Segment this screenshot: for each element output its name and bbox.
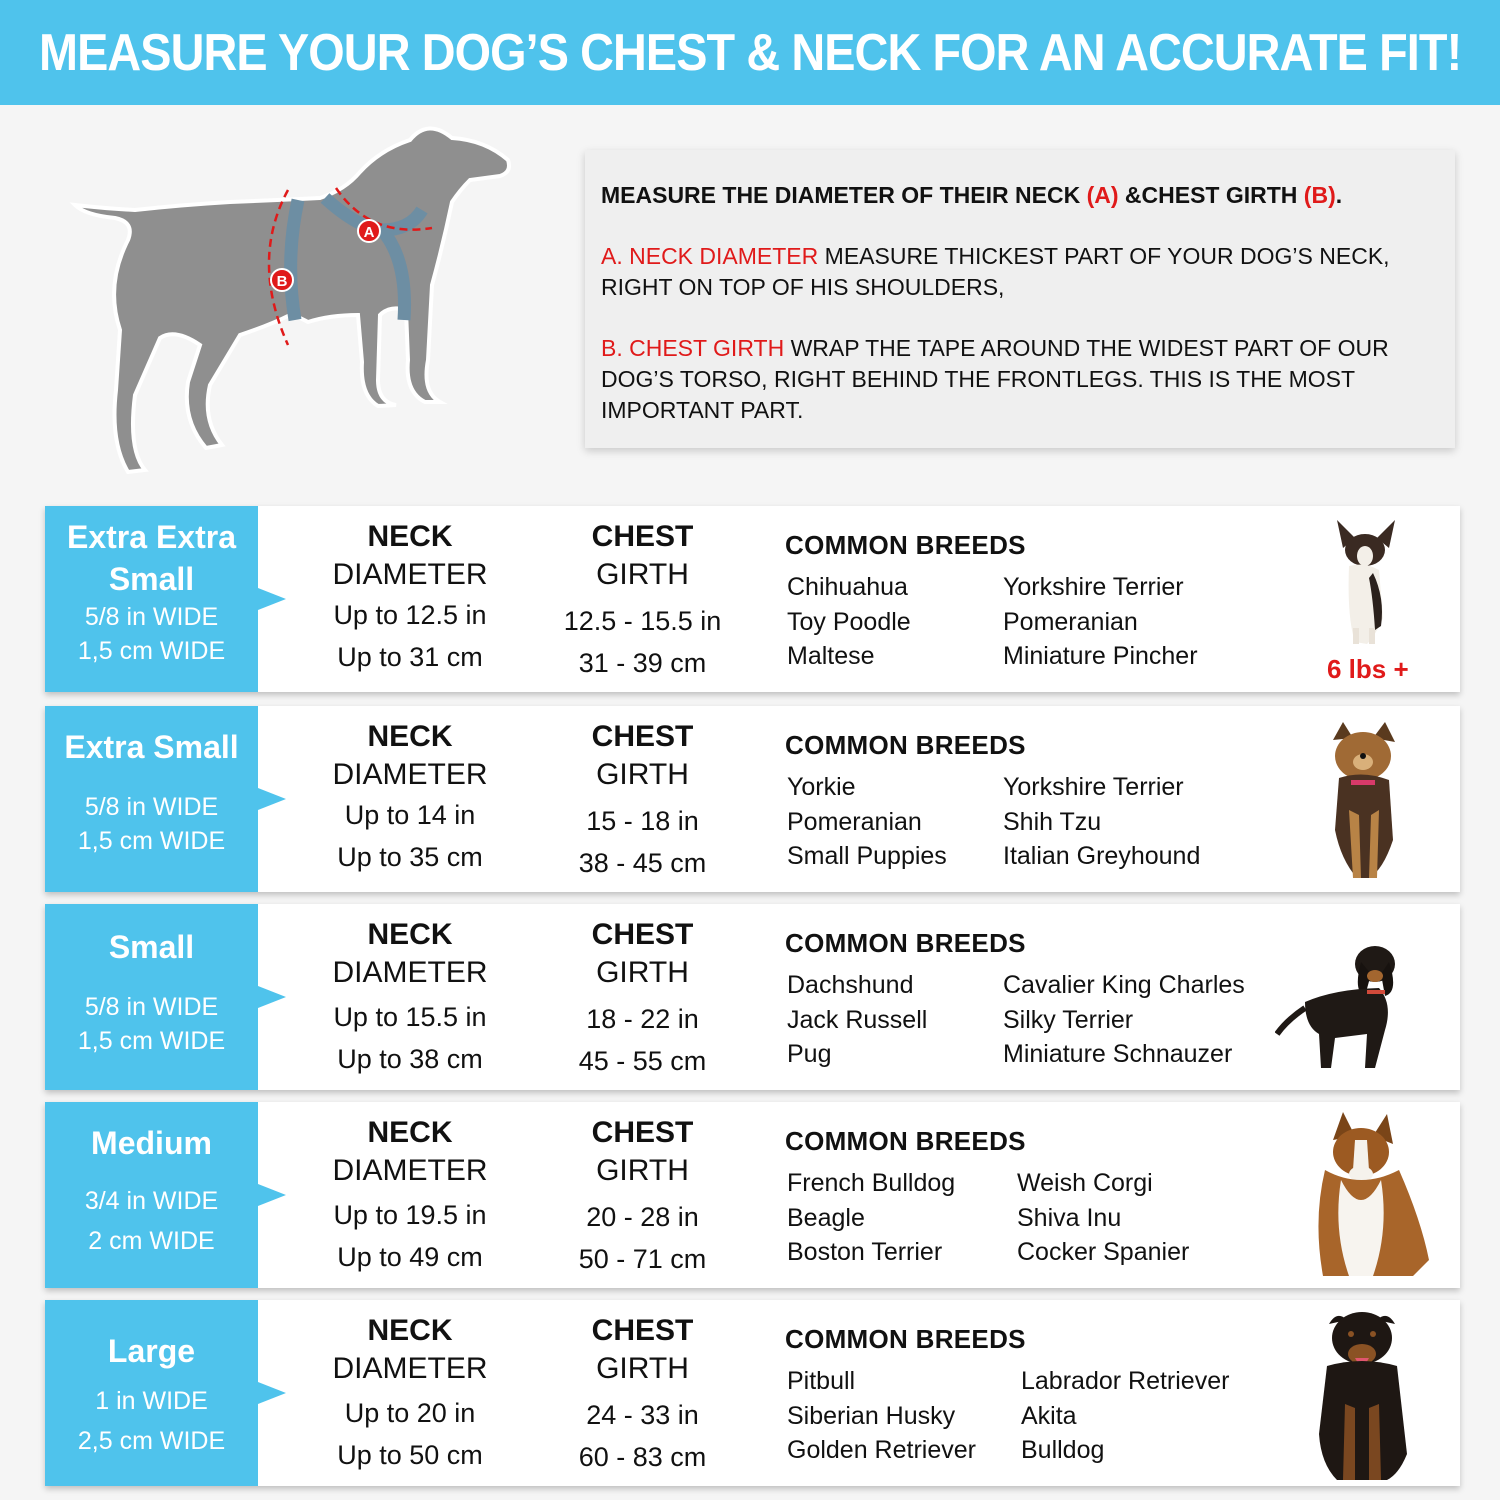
dachshund-photo [1275,934,1405,1072]
breeds-column: COMMON BREEDS Yorkie Pomeranian Small Puppies Yorkshire Terrier Shih Tzu Italian Greyhound [785,730,1201,870]
chest-column: CHEST GIRTH 12.5 - 15.5 in 31 - 39 cm [563,520,722,678]
size-tag: Large 1 in WIDE 2,5 cm WIDE [45,1300,258,1486]
neck-column: NECK DIAMETER Up to 15.5 in Up to 38 cm [332,918,488,1074]
size-row-xxs [45,506,1460,692]
size-pointer-icon [258,588,286,610]
page-title: MEASURE YOUR DOG’S CHEST & NECK FOR AN ACCURATE FIT! [38,23,1462,82]
size-pointer-icon [258,1382,286,1404]
rottweiler-photo [1307,1304,1417,1482]
size-tag: Medium 3/4 in WIDE 2 cm WIDE [45,1102,258,1288]
neck-column: NECK DIAMETER Up to 12.5 in Up to 31 cm [332,520,488,672]
size-row-medium [45,1102,1460,1288]
size-row-large [45,1300,1460,1486]
title-banner [0,0,1500,105]
size-pointer-icon [258,986,286,1008]
size-tag: Extra Small 5/8 in WIDE 1,5 cm WIDE [45,706,258,892]
size-row-xs [45,706,1460,892]
chest-column: CHEST GIRTH 15 - 18 in 38 - 45 cm [578,720,707,878]
chest-column: CHEST GIRTH 20 - 28 in 50 - 71 cm [578,1116,707,1274]
svg-text:A: A [363,224,375,241]
neck-column: NECK DIAMETER Up to 14 in Up to 35 cm [332,720,488,872]
collie-photo [1303,1110,1433,1280]
chest-instruction: B. CHEST GIRTH WRAP THE TAPE AROUND THE WIDEST PART OF OUR DOG’S TORSO, RIGHT BEHIND THE FRONTLEGS. THIS IS THE MOST IMPORTANT PART. [601,335,1389,423]
breeds-column: COMMON BREEDS Dachshund Jack Russell Pug Cavalier King Charles Silky Terrier Miniature Schnauzer [785,928,1245,1068]
dog-measurement-diagram [60,110,530,495]
size-row-small [45,904,1460,1090]
neck-column: NECK DIAMETER Up to 19.5 in Up to 49 cm [332,1116,488,1272]
harness-chest-strap [291,200,298,320]
neck-column: NECK DIAMETER Up to 20 in Up to 50 cm [332,1314,488,1470]
size-tag: Extra Extra Small 5/8 in WIDE 1,5 cm WIDE [45,506,258,692]
chihuahua-photo [1325,518,1405,648]
chest-column: CHEST GIRTH 24 - 33 in 60 - 83 cm [578,1314,707,1472]
breeds-column: COMMON BREEDS French Bulldog Beagle Boston Terrier Weish Corgi Shiva Inu Cocker Spanier [785,1126,1190,1266]
marker-a [358,220,380,242]
neck-instruction: A. NECK DIAMETER MEASURE THICKEST PART OF YOUR DOG’S NECK, RIGHT ON TOP OF HIS SHOULDERS, [601,243,1390,300]
weight-note: 6 lbs + [1327,654,1409,684]
breeds-column: COMMON BREEDS Chihuahua Toy Poodle Maltese Yorkshire Terrier Pomeranian Miniature Pincher [785,530,1198,670]
size-tag: Small 5/8 in WIDE 1,5 cm WIDE [45,904,258,1090]
size-pointer-icon [258,788,286,810]
size-pointer-icon [258,1184,286,1206]
yorkie-photo [1313,720,1413,884]
chest-column: CHEST GIRTH 18 - 22 in 45 - 55 cm [578,918,707,1076]
measurement-instructions [585,150,1455,448]
breeds-column: COMMON BREEDS Pitbull Siberian Husky Golden Retriever Labrador Retriever Akita Bulldog [785,1324,1230,1464]
marker-b [271,269,293,291]
svg-text:B: B [276,273,288,290]
instructions-heading: MEASURE THE DIAMETER OF THEIR NECK (A) &CHEST GIRTH (B). [601,182,1343,208]
